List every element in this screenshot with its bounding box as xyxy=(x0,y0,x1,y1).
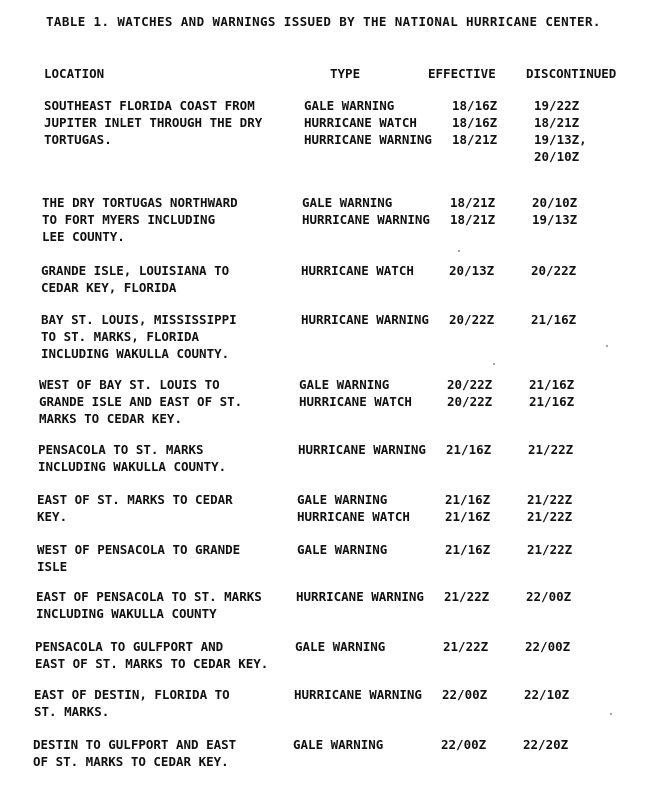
header-type: TYPE xyxy=(330,66,361,81)
header-effective: EFFECTIVE xyxy=(428,66,496,81)
discontinued-cell: 20/10Z 19/13Z xyxy=(532,195,578,227)
type-cell: HURRICANE WARNING xyxy=(296,589,424,604)
location-cell: WEST OF BAY ST. LOUIS TO GRANDE ISLE AND EAST OF ST. MARKS TO CEDAR KEY. xyxy=(39,377,243,426)
discontinued-cell: 21/22Z xyxy=(527,542,573,557)
location-cell: THE DRY TORTUGAS NORTHWARD TO FORT MYERS INCLUDING LEE COUNTY. xyxy=(42,195,238,244)
discontinued-cell: 21/22Z xyxy=(528,442,574,457)
location-cell: GRANDE ISLE, LOUISIANA TO CEDAR KEY, FLORIDA xyxy=(41,263,230,295)
scan-speck xyxy=(458,250,460,252)
discontinued-cell: 21/22Z 21/22Z xyxy=(527,492,573,524)
scan-speck xyxy=(610,713,612,715)
location-cell: PENSACOLA TO ST. MARKS INCLUDING WAKULLA COUNTY. xyxy=(38,442,227,474)
location-cell: BAY ST. LOUIS, MISSISSIPPI TO ST. MARKS, FLORIDA INCLUDING WAKULLA COUNTY. xyxy=(41,312,237,361)
location-cell: EAST OF PENSACOLA TO ST. MARKS INCLUDING WAKULLA COUNTY xyxy=(36,589,262,621)
discontinued-cell: 21/16Z xyxy=(531,312,577,327)
scan-speck xyxy=(606,345,608,347)
type-cell: HURRICANE WATCH xyxy=(301,263,414,278)
location-cell: EAST OF DESTIN, FLORIDA TO ST. MARKS. xyxy=(34,687,230,719)
type-cell: GALE WARNING xyxy=(293,737,384,752)
scan-speck xyxy=(493,363,495,365)
type-cell: GALE WARNING HURRICANE WATCH xyxy=(299,377,412,409)
type-cell: GALE WARNING xyxy=(295,639,386,654)
effective-cell: 21/16Z xyxy=(445,542,491,557)
type-cell: GALE WARNING HURRICANE WATCH HURRICANE WARNING xyxy=(304,98,432,147)
effective-cell: 22/00Z xyxy=(441,737,487,752)
table-title: TABLE 1. WATCHES AND WARNINGS ISSUED BY THE NATIONAL HURRICANE CENTER. xyxy=(46,14,601,29)
effective-cell: 21/16Z 21/16Z xyxy=(445,492,491,524)
effective-cell: 21/22Z xyxy=(443,639,489,654)
effective-cell: 21/16Z xyxy=(446,442,492,457)
discontinued-cell: 19/22Z 18/21Z 19/13Z, 20/10Z xyxy=(534,98,587,164)
header-location: LOCATION xyxy=(44,66,105,81)
effective-cell: 22/00Z xyxy=(442,687,488,702)
type-cell: GALE WARNING xyxy=(297,542,388,557)
location-cell: WEST OF PENSACOLA TO GRANDE ISLE xyxy=(37,542,241,574)
location-cell: SOUTHEAST FLORIDA COAST FROM JUPITER INLET THROUGH THE DRY TORTUGAS. xyxy=(44,98,263,147)
effective-cell: 21/22Z xyxy=(444,589,490,604)
effective-cell: 20/22Z 20/22Z xyxy=(447,377,493,409)
type-cell: HURRICANE WARNING xyxy=(298,442,426,457)
effective-cell: 20/13Z xyxy=(449,263,495,278)
type-cell: HURRICANE WARNING xyxy=(301,312,429,327)
location-cell: PENSACOLA TO GULFPORT AND EAST OF ST. MARKS TO CEDAR KEY. xyxy=(35,639,269,671)
type-cell: HURRICANE WARNING xyxy=(294,687,422,702)
discontinued-cell: 22/00Z xyxy=(526,589,572,604)
effective-cell: 18/21Z 18/21Z xyxy=(450,195,496,227)
effective-cell: 18/16Z 18/16Z 18/21Z xyxy=(452,98,498,147)
discontinued-cell: 20/22Z xyxy=(531,263,577,278)
discontinued-cell: 22/20Z xyxy=(523,737,569,752)
header-discontinued: DISCONTINUED xyxy=(526,66,617,81)
discontinued-cell: 22/00Z xyxy=(525,639,571,654)
location-cell: EAST OF ST. MARKS TO CEDAR KEY. xyxy=(37,492,233,524)
discontinued-cell: 21/16Z 21/16Z xyxy=(529,377,575,409)
effective-cell: 20/22Z xyxy=(449,312,495,327)
type-cell: GALE WARNING HURRICANE WARNING xyxy=(302,195,430,227)
discontinued-cell: 22/10Z xyxy=(524,687,570,702)
type-cell: GALE WARNING HURRICANE WATCH xyxy=(297,492,410,524)
location-cell: DESTIN TO GULFPORT AND EAST OF ST. MARKS TO CEDAR KEY. xyxy=(33,737,237,769)
